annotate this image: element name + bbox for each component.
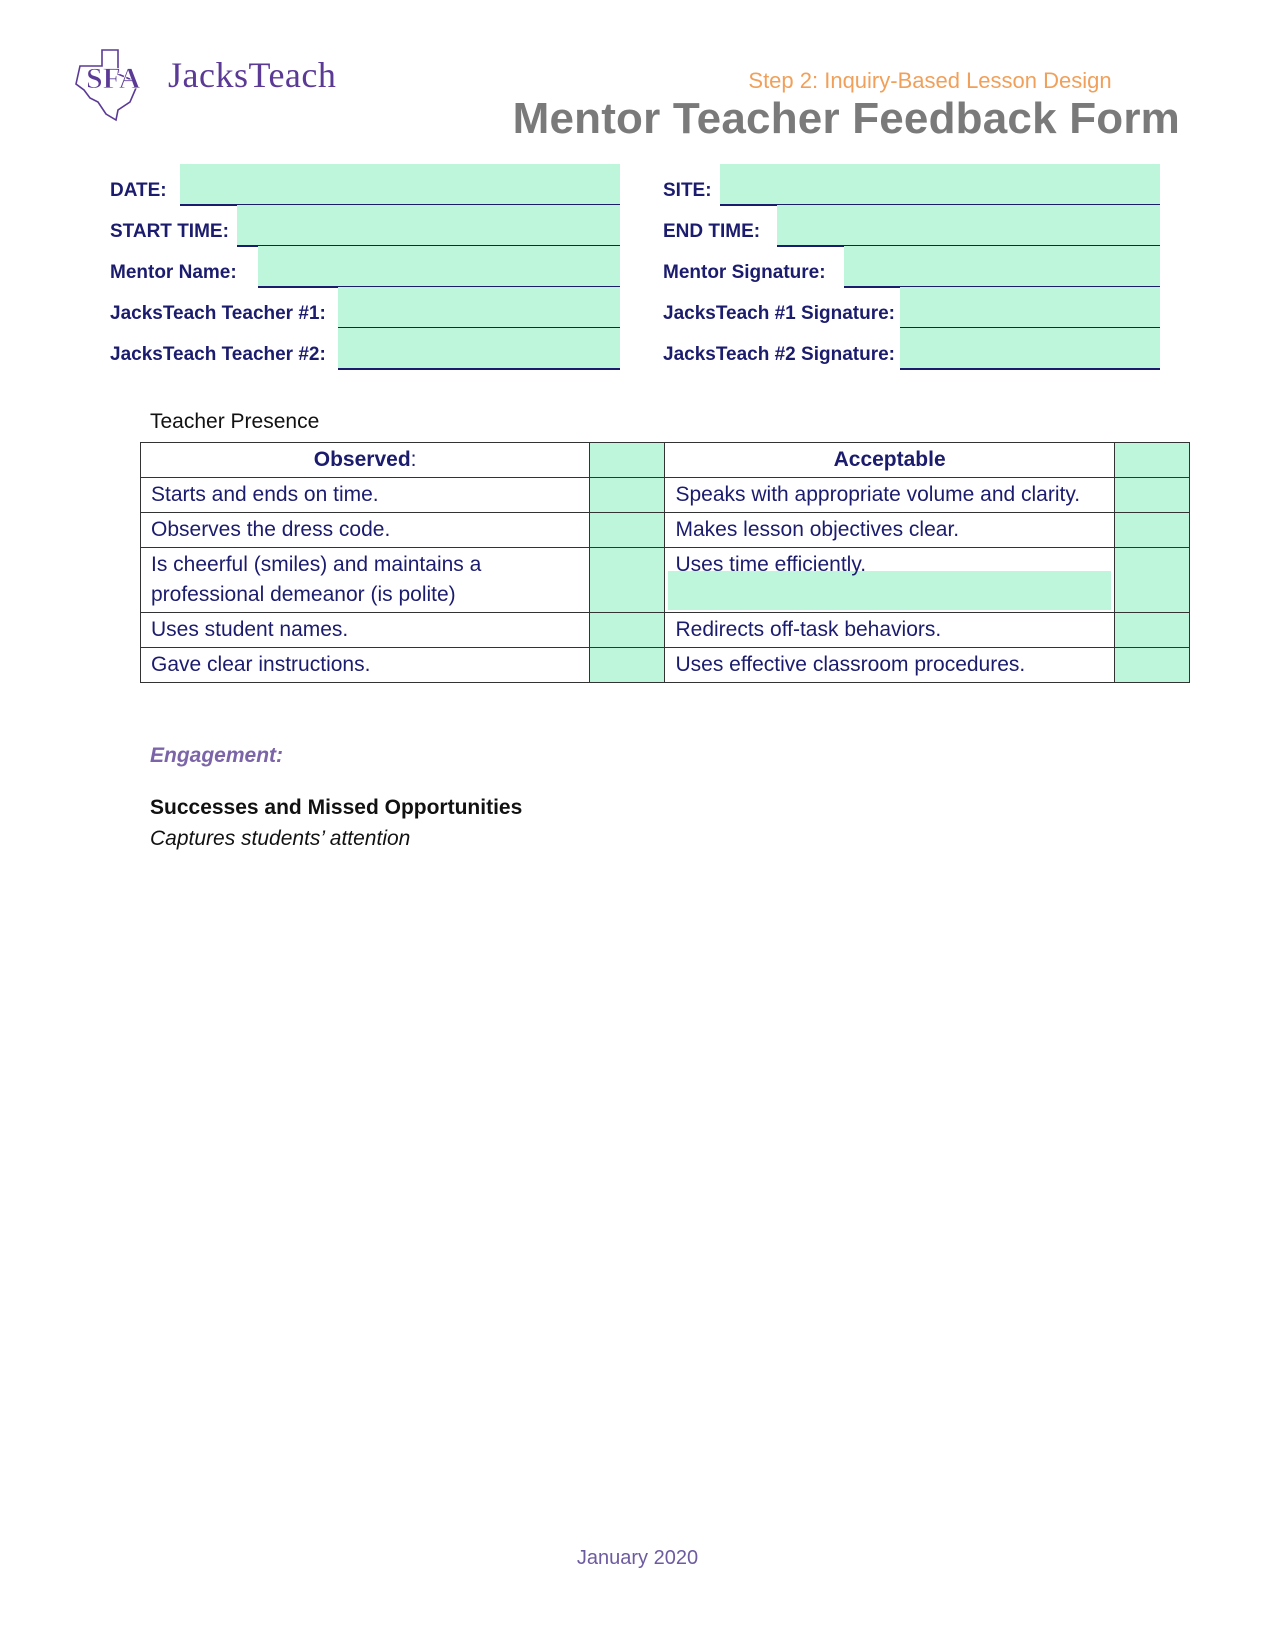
table-row bbox=[141, 513, 1190, 548]
end-time-field[interactable] bbox=[777, 205, 1160, 247]
acceptable-comment-field[interactable] bbox=[668, 571, 1110, 610]
acceptable-checkbox[interactable] bbox=[1114, 648, 1189, 683]
acceptable-checkbox[interactable] bbox=[1114, 613, 1189, 648]
acceptable-checkbox[interactable] bbox=[1114, 513, 1189, 548]
observed-checkbox[interactable] bbox=[590, 548, 665, 613]
observed-checkbox[interactable] bbox=[590, 478, 665, 513]
teacher1-signature-field[interactable] bbox=[900, 287, 1160, 329]
teacher2-field[interactable] bbox=[338, 328, 620, 370]
observed-checkbox[interactable] bbox=[590, 613, 665, 648]
observed-header-checkbox bbox=[590, 443, 665, 478]
mentor-name-label: Mentor Name: bbox=[110, 262, 237, 283]
acceptable-checkbox[interactable] bbox=[1114, 478, 1189, 513]
teacher2-signature-field[interactable] bbox=[900, 328, 1160, 370]
teacher1-signature-label: JacksTeach #1 Signature: bbox=[663, 303, 895, 324]
successes-subheading: Successes and Missed Opportunities bbox=[150, 796, 523, 819]
observed-header: Observed: bbox=[141, 443, 590, 478]
table-row bbox=[141, 613, 1190, 648]
site-field[interactable] bbox=[720, 164, 1160, 206]
sfa-texas-logo-icon bbox=[72, 44, 182, 124]
date-label: DATE: bbox=[110, 180, 167, 201]
table-row bbox=[141, 478, 1190, 513]
logo-wordmark: JacksTeach bbox=[168, 55, 337, 95]
observed-item: Observes the dress code. bbox=[141, 513, 590, 548]
footer-date: January 2020 bbox=[576, 1547, 699, 1569]
acceptable-item: Makes lesson objectives clear. bbox=[665, 513, 1114, 548]
observed-checkbox[interactable] bbox=[590, 648, 665, 683]
start-time-field[interactable] bbox=[237, 205, 620, 247]
logo-monogram: SFA bbox=[86, 62, 141, 95]
acceptable-item: Uses effective classroom procedures. bbox=[665, 648, 1114, 683]
observed-item: Gave clear instructions. bbox=[141, 648, 590, 683]
acceptable-item: Uses time efficiently. bbox=[665, 548, 1114, 613]
observed-checkbox[interactable] bbox=[590, 513, 665, 548]
engagement-heading: Engagement: bbox=[150, 744, 284, 767]
site-label: SITE: bbox=[663, 180, 712, 201]
end-time-label: END TIME: bbox=[663, 221, 761, 242]
acceptable-header: Acceptable bbox=[665, 443, 1114, 478]
teacher-presence-table bbox=[140, 442, 1190, 683]
table-header-row bbox=[141, 443, 1190, 478]
start-time-label: START TIME: bbox=[110, 221, 229, 242]
acceptable-item: Speaks with appropriate volume and clarity. bbox=[665, 478, 1114, 513]
page-title: Mentor Teacher Feedback Form bbox=[512, 94, 1180, 143]
observed-item: Starts and ends on time. bbox=[141, 478, 590, 513]
engagement-item: Captures students’ attention bbox=[150, 827, 411, 850]
table-row bbox=[141, 648, 1190, 683]
teacher1-label: JacksTeach Teacher #1: bbox=[110, 303, 326, 324]
table-row bbox=[141, 548, 1190, 613]
acceptable-header-checkbox bbox=[1114, 443, 1189, 478]
mentor-name-field[interactable] bbox=[258, 246, 620, 288]
step-subtitle: Step 2: Inquiry-Based Lesson Design bbox=[748, 68, 1112, 93]
observed-item: Is cheerful (smiles) and maintains a professional demeanor (is polite) bbox=[141, 548, 590, 613]
mentor-signature-label: Mentor Signature: bbox=[663, 262, 826, 283]
teacher2-signature-label: JacksTeach #2 Signature: bbox=[663, 344, 895, 365]
acceptable-item: Redirects off-task behaviors. bbox=[665, 613, 1114, 648]
date-field[interactable] bbox=[180, 164, 620, 206]
observed-item: Uses student names. bbox=[141, 613, 590, 648]
teacher2-label: JacksTeach Teacher #2: bbox=[110, 344, 326, 365]
teacher1-field[interactable] bbox=[338, 287, 620, 329]
mentor-signature-field[interactable] bbox=[844, 246, 1160, 288]
teacher-presence-title: Teacher Presence bbox=[150, 410, 320, 433]
acceptable-checkbox[interactable] bbox=[1114, 548, 1189, 613]
